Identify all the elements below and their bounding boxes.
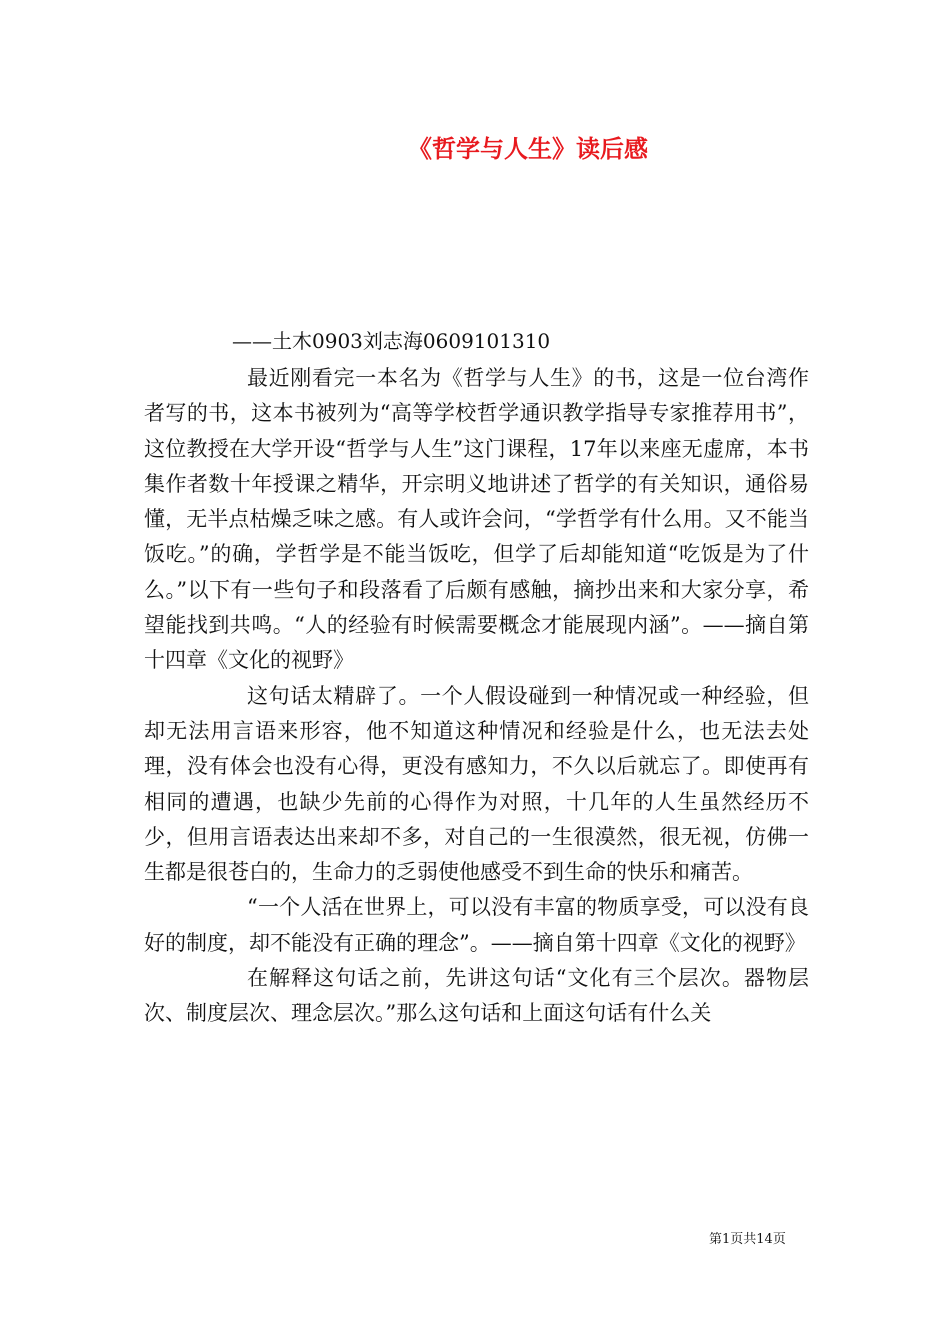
author-line: ——土木0903刘志海0609101310 — [232, 329, 551, 353]
paragraph-4: 在解释这句话之前，先讲这句话“文化有三个层次。器物层次、制度层次、理念层次。”那么这句话和上面这句话有什么关 — [144, 966, 809, 1026]
paragraph-1: 最近刚看完一本名为《哲学与人生》的书，这是一位台湾作者写的书，这本书被列为“高等学校哲学通识教学指导专家推荐用书”，这位教授在大学开设“哲学与人生”这门课程，17年以来座无虚席，本书集作者数十年授课之精华，开宗明义地讲述了哲学的有关知识，通俗易懂，无半点枯燥乏味之感。有人或许会问，“学哲学有什么用。又不能当饭吃。”的确，学哲学是不能当饭吃，但学了后却能知道“吃饭是为了什么。”以下有一些句子和段落看了后颇有感触，摘抄出来和大家分享，希望能找到共鸣。“人的经验有时候需要概念才能展现内涵”。——摘自第十四章《文化的视野》 — [144, 366, 809, 673]
paragraph-3: “一个人活在世界上，可以没有丰富的物质享受，可以没有良好的制度，却不能没有正确的理念”。——摘自第十四章《文化的视野》 — [144, 895, 809, 955]
page-footer: 第1页共14页 — [709, 1232, 786, 1247]
paragraph-2: 这句话太精辟了。一个人假设碰到一种情况或一种经验，但却无法用言语来形容，他不知道这种情况和经验是什么，也无法去处理，没有体会也没有心得，更没有感知力，不久以后就忘了。即使再有相同的遭遇，也缺少先前的心得作为对照，十几年的人生虽然经历不少，但用言语表达出来却不多，对自己的一生很漠然，很无视，仿佛一生都是很苍白的，生命力的乏弱使他感受不到生命的快乐和痛苦。 — [144, 683, 809, 885]
page-title: 《哲学与人生》读后感 — [408, 134, 648, 163]
document-body — [144, 361, 809, 1032]
